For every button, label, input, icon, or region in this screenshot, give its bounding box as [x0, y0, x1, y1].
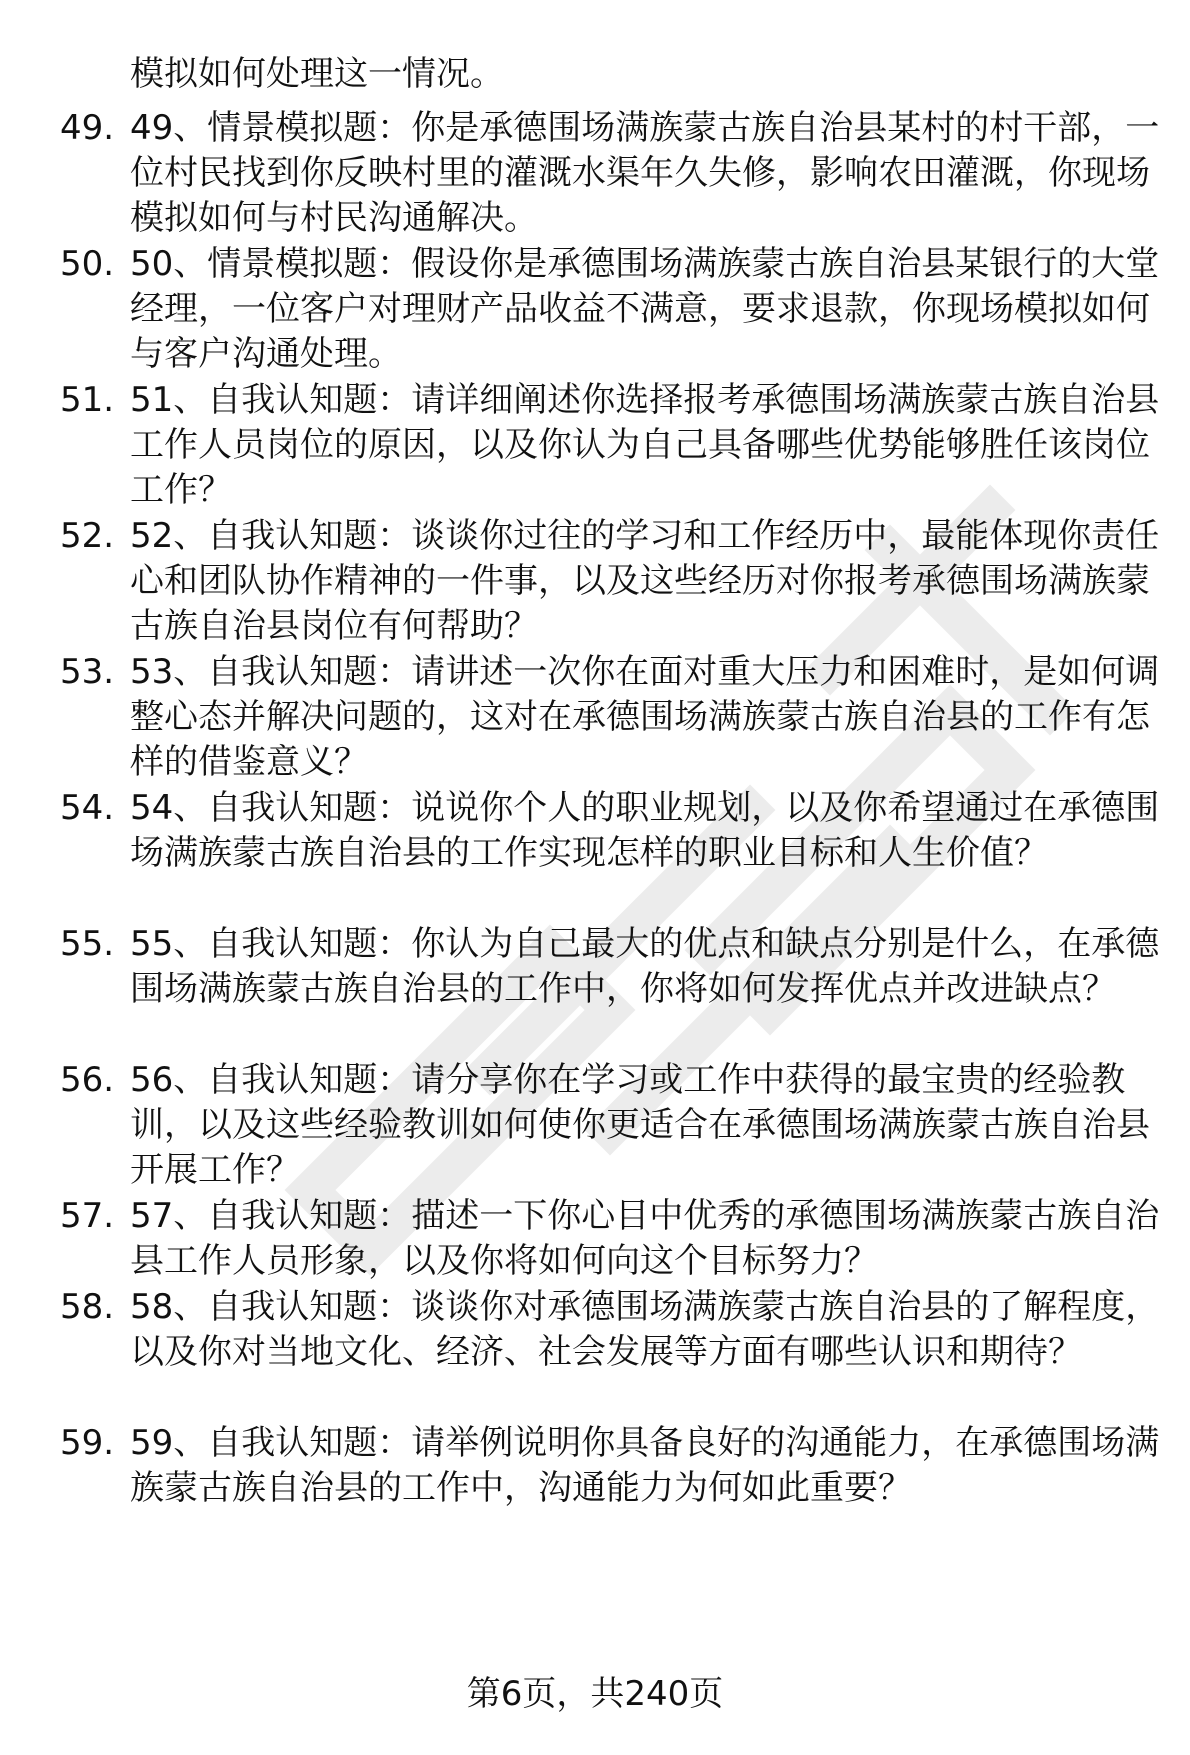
question-text: 50、情景模拟题：假设你是承德围场满族蒙古族自治县某银行的大堂经理，一位客户对理财产品收益不满意，要求退款，你现场模拟如何与客户沟通处理。: [130, 244, 1160, 374]
question-text: 57、自我认知题：描述一下你心目中优秀的承德围场满族蒙古族自治县工作人员形象，以及你将如何向这个目标努力？: [130, 1196, 1160, 1281]
question-text: 52、自我认知题：谈谈你过往的学习和工作经历中，最能体现你责任心和团队协作精神的一件事，以及这些经历对你报考承德围场满族蒙古族自治县岗位有何帮助？: [130, 516, 1160, 646]
question-number: 51.: [60, 380, 115, 420]
question-text: 59、自我认知题：请举例说明你具备良好的沟通能力，在承德围场满族蒙古族自治县的工作中，沟通能力为何如此重要？: [130, 1423, 1160, 1508]
question-text: 58、自我认知题：谈谈你对承德围场满族蒙古族自治县的了解程度，以及你对当地文化、经济、社会发展等方面有哪些认识和期待？: [130, 1287, 1160, 1372]
question-number: 55.: [60, 924, 115, 964]
continuation-text: 模拟如何处理这一情况。: [130, 54, 504, 94]
question-number: 54.: [60, 788, 115, 828]
question-number: 53.: [60, 652, 115, 692]
question-number: 57.: [60, 1196, 115, 1236]
question-text: 54、自我认知题：说说你个人的职业规划，以及你希望通过在承德围场满族蒙古族自治县的工作实现怎样的职业目标和人生价值？: [130, 788, 1160, 873]
question-text: 49、情景模拟题：你是承德围场满族蒙古族自治县某村的村干部，一位村民找到你反映村里的灌溉水渠年久失修，影响农田灌溉，你现场模拟如何与村民沟通解决。: [130, 108, 1160, 238]
question-number: 49.: [60, 108, 115, 148]
question-number: 59.: [60, 1423, 115, 1463]
question-text: 53、自我认知题：请讲述一次你在面对重大压力和困难时，是如何调整心态并解决问题的，这对在承德围场满族蒙古族自治县的工作有怎样的借鉴意义？: [130, 652, 1160, 782]
question-number: 58.: [60, 1287, 115, 1327]
question-text: 51、自我认知题：请详细阐述你选择报考承德围场满族蒙古族自治县工作人员岗位的原因，以及你认为自己具备哪些优势能够胜任该岗位工作？: [130, 380, 1160, 510]
question-number: 52.: [60, 516, 115, 556]
question-text: 56、自我认知题：请分享你在学习或工作中获得的最宝贵的经验教训，以及这些经验教训如何使你更适合在承德围场满族蒙古族自治县开展工作？: [130, 1060, 1150, 1190]
question-text: 55、自我认知题：你认为自己最大的优点和缺点分别是什么，在承德围场满族蒙古族自治县的工作中，你将如何发挥优点并改进缺点？: [130, 924, 1160, 1009]
question-number: 56.: [60, 1060, 115, 1100]
page-footer: 第6页，共240页: [466, 1674, 724, 1714]
question-number: 50.: [60, 244, 115, 284]
